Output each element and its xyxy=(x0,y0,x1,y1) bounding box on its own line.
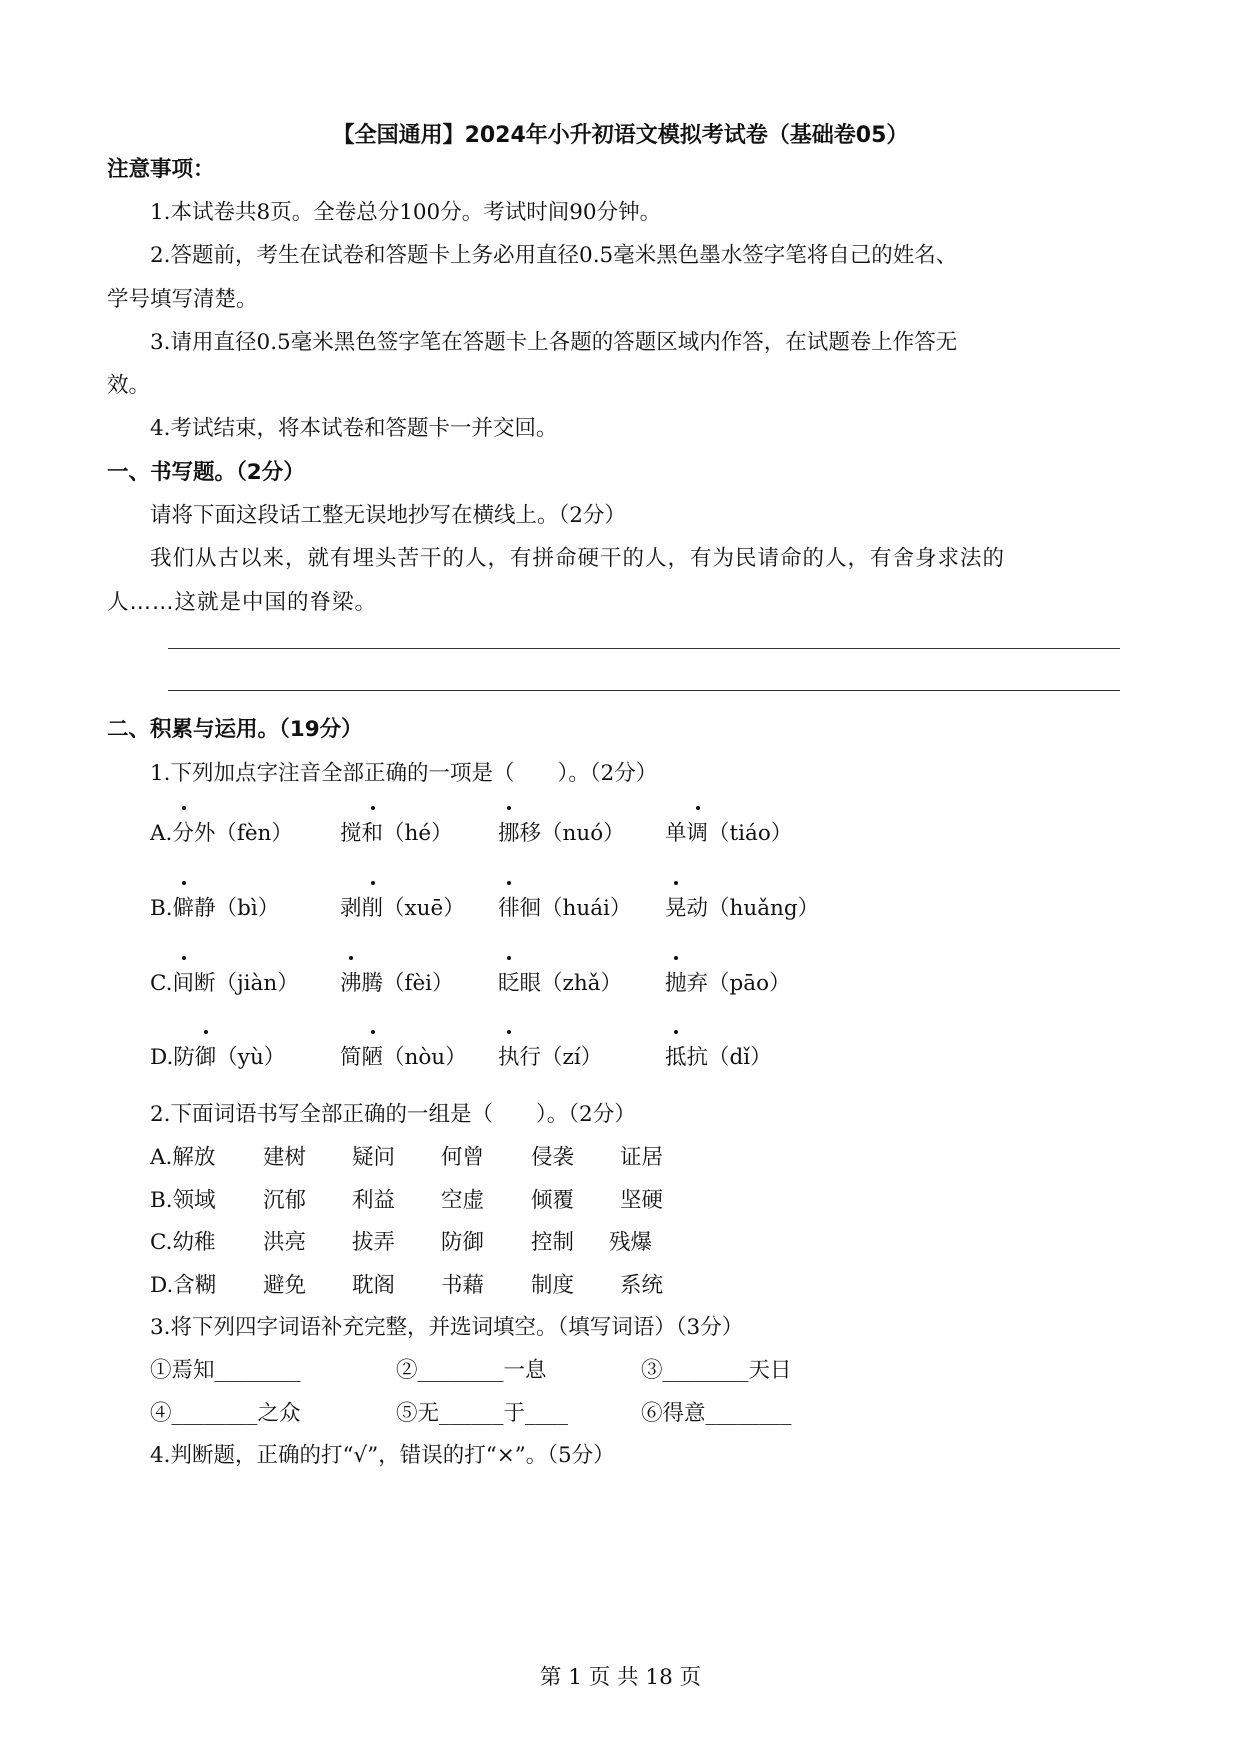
q1-b-item-3: 徘徊（huái） xyxy=(498,896,632,921)
emphasis-dot xyxy=(696,806,700,810)
q2-a-word-2: 建树 xyxy=(263,1145,307,1170)
q1-c-item-1: C.间断（jiàn） xyxy=(150,971,299,996)
notice-item-2-cont: 学号填写清楚。 xyxy=(107,287,258,312)
q2-a-word-6: 证居 xyxy=(620,1145,664,1170)
q2-d-word-4: 书藉 xyxy=(441,1273,485,1298)
q2-d-word-2: 避免 xyxy=(263,1273,307,1298)
q2-b-word-1: B.领域 xyxy=(150,1188,216,1213)
page-number: 第 1 页 共 18 页 xyxy=(539,1665,702,1690)
q1-d-item-1: D.防御（yù） xyxy=(150,1045,286,1070)
emphasis-dot xyxy=(182,956,186,960)
passage-line-1: 我们从古以来，就有埋头苦干的人，有拼命硬干的人，有为民请命的人，有舍身求法的 xyxy=(150,546,1006,571)
q2-d-word-6: 系统 xyxy=(620,1273,664,1298)
section-2-heading: 二、积累与运用。（19分） xyxy=(107,717,363,742)
q1-c-item-2: 沸腾（fèi） xyxy=(340,971,454,996)
q1-a-item-4: 单调（tiáo） xyxy=(665,821,793,846)
q2-b-word-2: 沉郁 xyxy=(263,1188,307,1213)
notice-item-3-cont: 效。 xyxy=(107,373,151,398)
q3-blank-2[interactable]: ②________一息 xyxy=(396,1358,547,1383)
q3-blank-4[interactable]: ④________之众 xyxy=(150,1401,301,1426)
emphasis-dot xyxy=(204,1030,208,1034)
q2-c-word-2: 洪亮 xyxy=(263,1230,307,1255)
emphasis-dot xyxy=(371,806,375,810)
q1-d-item-2: 简陋（nòu） xyxy=(340,1045,467,1070)
q1-a-item-1: A.分外（fèn） xyxy=(150,821,293,846)
q1-stem: 1.下列加点字注音全部正确的一项是（ ）。（2分） xyxy=(150,761,658,786)
q1-b-item-2: 剥削（xuē） xyxy=(340,896,465,921)
q3-stem: 3.将下列四字词语补充完整，并选词填空。（填写词语）（3分） xyxy=(150,1315,744,1340)
q3-blank-5[interactable]: ⑤无______于____ xyxy=(396,1401,569,1426)
q3-blank-3[interactable]: ③________天日 xyxy=(641,1358,792,1383)
q1-d-item-3: 执行（zí） xyxy=(498,1045,603,1070)
emphasis-dot xyxy=(507,956,511,960)
q2-d-word-3: 耽阁 xyxy=(352,1273,396,1298)
q2-c-word-4: 防御 xyxy=(441,1230,485,1255)
q2-c-word-5: 控制 xyxy=(531,1230,575,1255)
emphasis-dot xyxy=(507,1030,511,1034)
q3-blank-6[interactable]: ⑥得意________ xyxy=(641,1401,792,1426)
writing-line-1[interactable] xyxy=(168,648,1120,649)
q2-b-word-6: 坚硬 xyxy=(620,1188,664,1213)
section-1-prompt: 请将下面这段话工整无误地抄写在横线上。（2分） xyxy=(150,503,626,528)
emphasis-dot xyxy=(674,956,678,960)
q2-a-word-5: 侵袭 xyxy=(531,1145,575,1170)
emphasis-dot xyxy=(371,881,375,885)
q1-a-item-2: 搅和（hé） xyxy=(340,821,453,846)
emphasis-dot xyxy=(507,881,511,885)
q1-c-item-3: 眨眼（zhǎ） xyxy=(498,971,622,996)
q2-d-word-1: D.含糊 xyxy=(150,1273,217,1298)
q2-b-word-3: 利益 xyxy=(352,1188,396,1213)
q1-b-item-4: 晃动（huǎng） xyxy=(665,896,820,921)
q4-stem: 4.判断题，正确的打“√”，错误的打“×”。（5分） xyxy=(150,1443,615,1468)
q2-stem: 2.下面词语书写全部正确的一组是（ ）。（2分） xyxy=(150,1102,636,1127)
section-1-heading: 一、书写题。（2分） xyxy=(107,460,305,485)
passage-line-2: 人……这就是中国的脊梁。 xyxy=(107,590,378,615)
emphasis-dot xyxy=(674,881,678,885)
q2-c-word-3: 拔弄 xyxy=(352,1230,396,1255)
q1-c-item-4: 抛弃（pāo） xyxy=(665,971,791,996)
emphasis-dot xyxy=(674,1030,678,1034)
emphasis-dot xyxy=(182,881,186,885)
emphasis-dot xyxy=(507,806,511,810)
q2-b-word-4: 空虚 xyxy=(441,1188,485,1213)
emphasis-dot xyxy=(371,1030,375,1034)
notice-item-4: 4.考试结束，将本试卷和答题卡一并交回。 xyxy=(150,416,558,441)
q1-d-item-4: 抵抗（dǐ） xyxy=(665,1045,772,1070)
q2-c-word-6: 残爆 xyxy=(609,1230,653,1255)
notice-item-2: 2.答题前，考生在试卷和答题卡上务必用直径0.5毫米黑色墨水签字笔将自己的姓名、 xyxy=(150,243,958,268)
q2-a-word-3: 疑问 xyxy=(352,1145,396,1170)
notice-heading: 注意事项： xyxy=(107,157,215,182)
notice-item-3: 3.请用直径0.5毫米黑色签字笔在答题卡上各题的答题区域内作答，在试题卷上作答无 xyxy=(150,330,958,355)
q3-blank-1[interactable]: ①焉知________ xyxy=(150,1358,301,1383)
notice-item-1: 1.本试卷共8页。全卷总分100分。考试时间90分钟。 xyxy=(150,200,662,225)
exam-title: 【全国通用】2024年小升初语文模拟考试卷（基础卷05） xyxy=(332,123,909,148)
q1-b-item-1: B.僻静（bì） xyxy=(150,896,280,921)
q1-a-item-3: 挪移（nuó） xyxy=(498,821,625,846)
q2-c-word-1: C.幼稚 xyxy=(150,1230,216,1255)
q2-a-word-1: A.解放 xyxy=(150,1145,216,1170)
writing-line-2[interactable] xyxy=(168,690,1120,691)
emphasis-dot xyxy=(182,806,186,810)
q2-d-word-5: 制度 xyxy=(531,1273,575,1298)
q2-b-word-5: 倾覆 xyxy=(531,1188,575,1213)
q2-a-word-4: 何曾 xyxy=(441,1145,485,1170)
emphasis-dot xyxy=(349,956,353,960)
